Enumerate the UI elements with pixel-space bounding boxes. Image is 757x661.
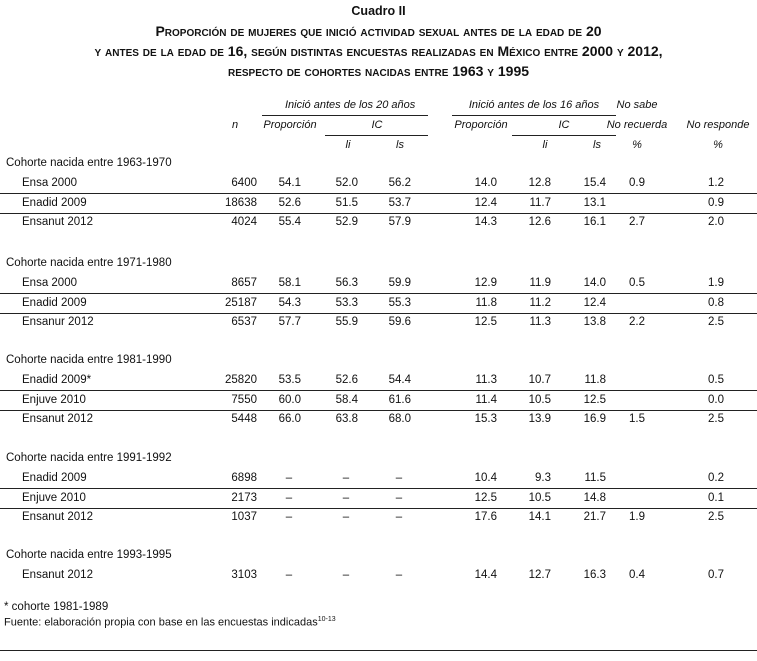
cell-no-responde: 2.5 bbox=[708, 316, 724, 328]
cell-n: 18638 bbox=[225, 196, 257, 209]
cell-no-responde: 2.5 bbox=[708, 413, 724, 425]
cell-li16: 11.9 bbox=[529, 277, 551, 289]
cell-no-responde: 2.0 bbox=[708, 216, 724, 228]
cell-prop16: 11.3 bbox=[475, 374, 497, 386]
cell-no-recuerda: 2.7 bbox=[629, 216, 645, 228]
cell-li16: 10.7 bbox=[528, 374, 551, 386]
cell-ls16: 12.5 bbox=[583, 393, 606, 406]
cell-n: 25187 bbox=[225, 296, 257, 309]
cell-li20: – bbox=[342, 472, 350, 484]
cell-prop16: 11.8 bbox=[475, 296, 497, 309]
cell-n: 2173 bbox=[231, 491, 257, 504]
cell-no-responde: 0.9 bbox=[708, 196, 724, 209]
divider bbox=[512, 135, 616, 136]
cell-n: 5448 bbox=[231, 413, 257, 425]
header-ic20: IC bbox=[371, 119, 383, 131]
cell-prop16: 15.3 bbox=[474, 413, 497, 425]
cell-prop16: 10.4 bbox=[474, 472, 497, 484]
cell-ls20: 61.6 bbox=[388, 393, 411, 406]
cell-n: 1037 bbox=[231, 511, 257, 523]
divider bbox=[452, 115, 616, 116]
header-pct-no-recuerda: % bbox=[632, 139, 642, 151]
cell-ls20: – bbox=[395, 472, 403, 484]
cell-ls16: 21.7 bbox=[583, 511, 606, 523]
cell-prop20: 58.1 bbox=[278, 277, 301, 289]
table-title-line-1: Proporción de mujeres que inició actividad sexual antes de la edad de 20 bbox=[155, 23, 602, 39]
cell-li20: 51.5 bbox=[335, 196, 358, 209]
cell-ls20: – bbox=[395, 511, 403, 523]
cell-prop20: 54.3 bbox=[278, 296, 301, 309]
header-pct-no-responde: % bbox=[713, 139, 723, 151]
cell-no-responde: 0.1 bbox=[708, 491, 724, 504]
cell-no-recuerda: 0.4 bbox=[629, 569, 645, 581]
cell-li20: – bbox=[342, 569, 350, 581]
header-prop20: Proporción bbox=[263, 119, 317, 131]
survey-name: Enjuve 2010 bbox=[22, 393, 86, 406]
cell-no-responde: 0.2 bbox=[708, 472, 724, 484]
bottom-rule bbox=[0, 650, 757, 651]
cohort-label: Cohorte nacida entre 1971-1980 bbox=[6, 257, 172, 269]
cell-ls16: 11.5 bbox=[584, 472, 606, 484]
header-no-recuerda: No recuerda bbox=[606, 119, 668, 131]
cell-li16: 11.2 bbox=[529, 296, 551, 309]
row-divider bbox=[0, 508, 757, 509]
cell-no-recuerda: 1.5 bbox=[629, 413, 645, 425]
row-divider bbox=[0, 293, 757, 294]
cell-ls20: 57.9 bbox=[388, 216, 411, 228]
survey-name: Ensanut 2012 bbox=[22, 511, 93, 523]
cell-no-recuerda: 2.2 bbox=[629, 316, 645, 328]
survey-name: Ensa 2000 bbox=[22, 277, 77, 289]
cell-prop20: – bbox=[285, 472, 293, 484]
cell-prop20: 60.0 bbox=[278, 393, 301, 406]
table-title-line-2: y antes de la edad de 16, según distintas encuestas realizadas en México entre 2000 y 2012, bbox=[94, 43, 663, 59]
cell-prop16: 14.0 bbox=[474, 177, 497, 189]
cell-prop16: 12.5 bbox=[474, 316, 497, 328]
cell-prop20: 53.5 bbox=[278, 374, 301, 386]
survey-name: Enadid 2009 bbox=[22, 472, 87, 484]
cell-prop16: 17.6 bbox=[474, 511, 497, 523]
cohort-label: Cohorte nacida entre 1993-1995 bbox=[6, 549, 172, 561]
cell-n: 6400 bbox=[231, 177, 257, 189]
cell-li20: 56.3 bbox=[335, 277, 358, 289]
cell-prop16: 12.9 bbox=[474, 277, 497, 289]
cell-no-responde: 2.5 bbox=[708, 511, 724, 523]
table-number: Cuadro II bbox=[351, 4, 406, 18]
header-ic16: IC bbox=[558, 119, 570, 131]
survey-name: Ensanut 2012 bbox=[22, 413, 93, 425]
cell-prop20: 55.4 bbox=[278, 216, 301, 228]
footnote-asterisk: * cohorte 1981-1989 bbox=[4, 601, 109, 613]
cell-ls20: 59.9 bbox=[388, 277, 411, 289]
cell-ls20: 59.6 bbox=[388, 316, 411, 328]
cell-prop20: 54.1 bbox=[278, 177, 301, 189]
cell-ls16: 13.1 bbox=[583, 196, 606, 209]
cell-li16: 12.6 bbox=[528, 216, 551, 228]
cell-prop20: – bbox=[285, 491, 293, 504]
cell-prop16: 12.4 bbox=[474, 196, 497, 209]
row-divider bbox=[0, 488, 757, 489]
survey-name: Enjuve 2010 bbox=[22, 491, 86, 504]
cell-li16: 9.3 bbox=[535, 472, 551, 484]
header-li20: li bbox=[345, 139, 351, 151]
cell-ls20: – bbox=[395, 569, 403, 581]
survey-name: Ensanut 2012 bbox=[22, 569, 93, 581]
row-divider bbox=[0, 390, 757, 391]
cell-ls16: 13.8 bbox=[583, 316, 606, 328]
divider bbox=[325, 135, 428, 136]
cell-ls20: 55.3 bbox=[388, 296, 411, 309]
cell-no-recuerda: 1.9 bbox=[629, 511, 645, 523]
row-divider bbox=[0, 213, 757, 214]
cell-no-responde: 0.7 bbox=[708, 569, 724, 581]
header-group-20: Inició antes de los 20 años bbox=[285, 99, 416, 111]
survey-name: Ensanut 2012 bbox=[22, 216, 93, 228]
cell-n: 6537 bbox=[231, 316, 257, 328]
cell-ls16: 15.4 bbox=[583, 177, 606, 189]
cell-n: 4024 bbox=[231, 216, 257, 228]
cell-ls20: 56.2 bbox=[388, 177, 411, 189]
cell-li20: 55.9 bbox=[335, 316, 358, 328]
cell-n: 6898 bbox=[231, 472, 257, 484]
cell-ls16: 14.8 bbox=[583, 491, 606, 504]
cell-n: 25820 bbox=[225, 374, 257, 386]
cell-prop16: 14.4 bbox=[474, 569, 497, 581]
header-li16: li bbox=[542, 139, 548, 151]
cohort-label: Cohorte nacida entre 1981-1990 bbox=[6, 354, 172, 366]
cohort-label: Cohorte nacida entre 1963-1970 bbox=[6, 157, 172, 169]
cell-ls20: – bbox=[395, 491, 403, 504]
cell-li20: – bbox=[342, 491, 350, 504]
cohort-label: Cohorte nacida entre 1991-1992 bbox=[6, 452, 172, 464]
survey-name: Ensanur 2012 bbox=[22, 316, 94, 328]
cell-no-responde: 0.8 bbox=[708, 296, 724, 309]
cell-prop16: 14.3 bbox=[474, 216, 497, 228]
cell-li16: 12.7 bbox=[528, 569, 551, 581]
source-refs: 10-13 bbox=[317, 616, 336, 623]
header-ls16: ls bbox=[593, 139, 601, 151]
cell-no-responde: 0.0 bbox=[708, 393, 724, 406]
cell-ls20: 54.4 bbox=[388, 374, 411, 386]
cell-no-recuerda: 0.9 bbox=[629, 177, 645, 189]
cell-li16: 14.1 bbox=[528, 511, 551, 523]
cell-prop16: 11.4 bbox=[475, 393, 497, 406]
header-prop16: Proporción bbox=[454, 119, 508, 131]
cell-li20: 63.8 bbox=[335, 413, 358, 425]
cell-no-recuerda: 0.5 bbox=[629, 277, 645, 289]
cell-prop20: – bbox=[285, 511, 293, 523]
survey-name: Enadid 2009* bbox=[22, 374, 92, 386]
cell-li20: 53.3 bbox=[335, 296, 358, 309]
cell-li20: 52.9 bbox=[335, 216, 358, 228]
header-ls20: ls bbox=[396, 139, 404, 151]
survey-name: Ensa 2000 bbox=[22, 177, 77, 189]
cell-ls20: 53.7 bbox=[388, 196, 411, 209]
cell-n: 7550 bbox=[231, 393, 257, 406]
survey-name: Enadid 2009 bbox=[22, 296, 87, 309]
cell-no-responde: 1.9 bbox=[708, 277, 724, 289]
cell-no-responde: 1.2 bbox=[708, 177, 724, 189]
cell-li16: 13.9 bbox=[528, 413, 551, 425]
header-no-responde: No responde bbox=[686, 119, 750, 131]
source-text: Fuente: elaboración propia con base en las encuestas indicadas bbox=[4, 616, 318, 629]
cell-li16: 12.8 bbox=[528, 177, 551, 189]
cell-ls20: 68.0 bbox=[388, 413, 411, 425]
cell-ls16: 16.9 bbox=[583, 413, 606, 425]
header-no-sabe: No sabe bbox=[616, 99, 658, 111]
cell-ls16: 14.0 bbox=[583, 277, 606, 289]
cell-li16: 11.3 bbox=[529, 316, 551, 328]
divider bbox=[262, 115, 428, 116]
cell-li16: 11.7 bbox=[529, 196, 551, 209]
cell-ls16: 12.4 bbox=[583, 296, 606, 309]
cell-n: 8657 bbox=[231, 277, 257, 289]
header-group-16: Inició antes de los 16 años bbox=[468, 99, 600, 111]
row-divider bbox=[0, 313, 757, 314]
cell-prop20: 52.6 bbox=[278, 196, 301, 209]
cell-n: 3103 bbox=[231, 569, 257, 581]
survey-name: Enadid 2009 bbox=[22, 196, 87, 209]
cell-ls16: 16.1 bbox=[583, 216, 606, 228]
cell-li20: 52.0 bbox=[335, 177, 358, 189]
cell-ls16: 16.3 bbox=[583, 569, 606, 581]
cell-ls16: 11.8 bbox=[584, 374, 606, 386]
footnote-source bbox=[4, 616, 336, 629]
cell-li16: 10.5 bbox=[528, 393, 551, 406]
row-divider bbox=[0, 193, 757, 194]
cell-prop20: 57.7 bbox=[278, 316, 301, 328]
cell-no-responde: 0.5 bbox=[708, 374, 724, 386]
cell-prop16: 12.5 bbox=[474, 491, 497, 504]
header-n: n bbox=[231, 119, 239, 131]
cell-prop20: 66.0 bbox=[278, 413, 301, 425]
row-divider bbox=[0, 410, 757, 411]
cell-li20: – bbox=[342, 511, 350, 523]
table-title-line-3: respecto de cohortes nacidas entre 1963 y 1995 bbox=[227, 63, 530, 79]
cell-prop20: – bbox=[285, 569, 293, 581]
cell-li20: 58.4 bbox=[335, 393, 358, 406]
cell-li20: 52.6 bbox=[335, 374, 358, 386]
cell-li16: 10.5 bbox=[528, 491, 551, 504]
